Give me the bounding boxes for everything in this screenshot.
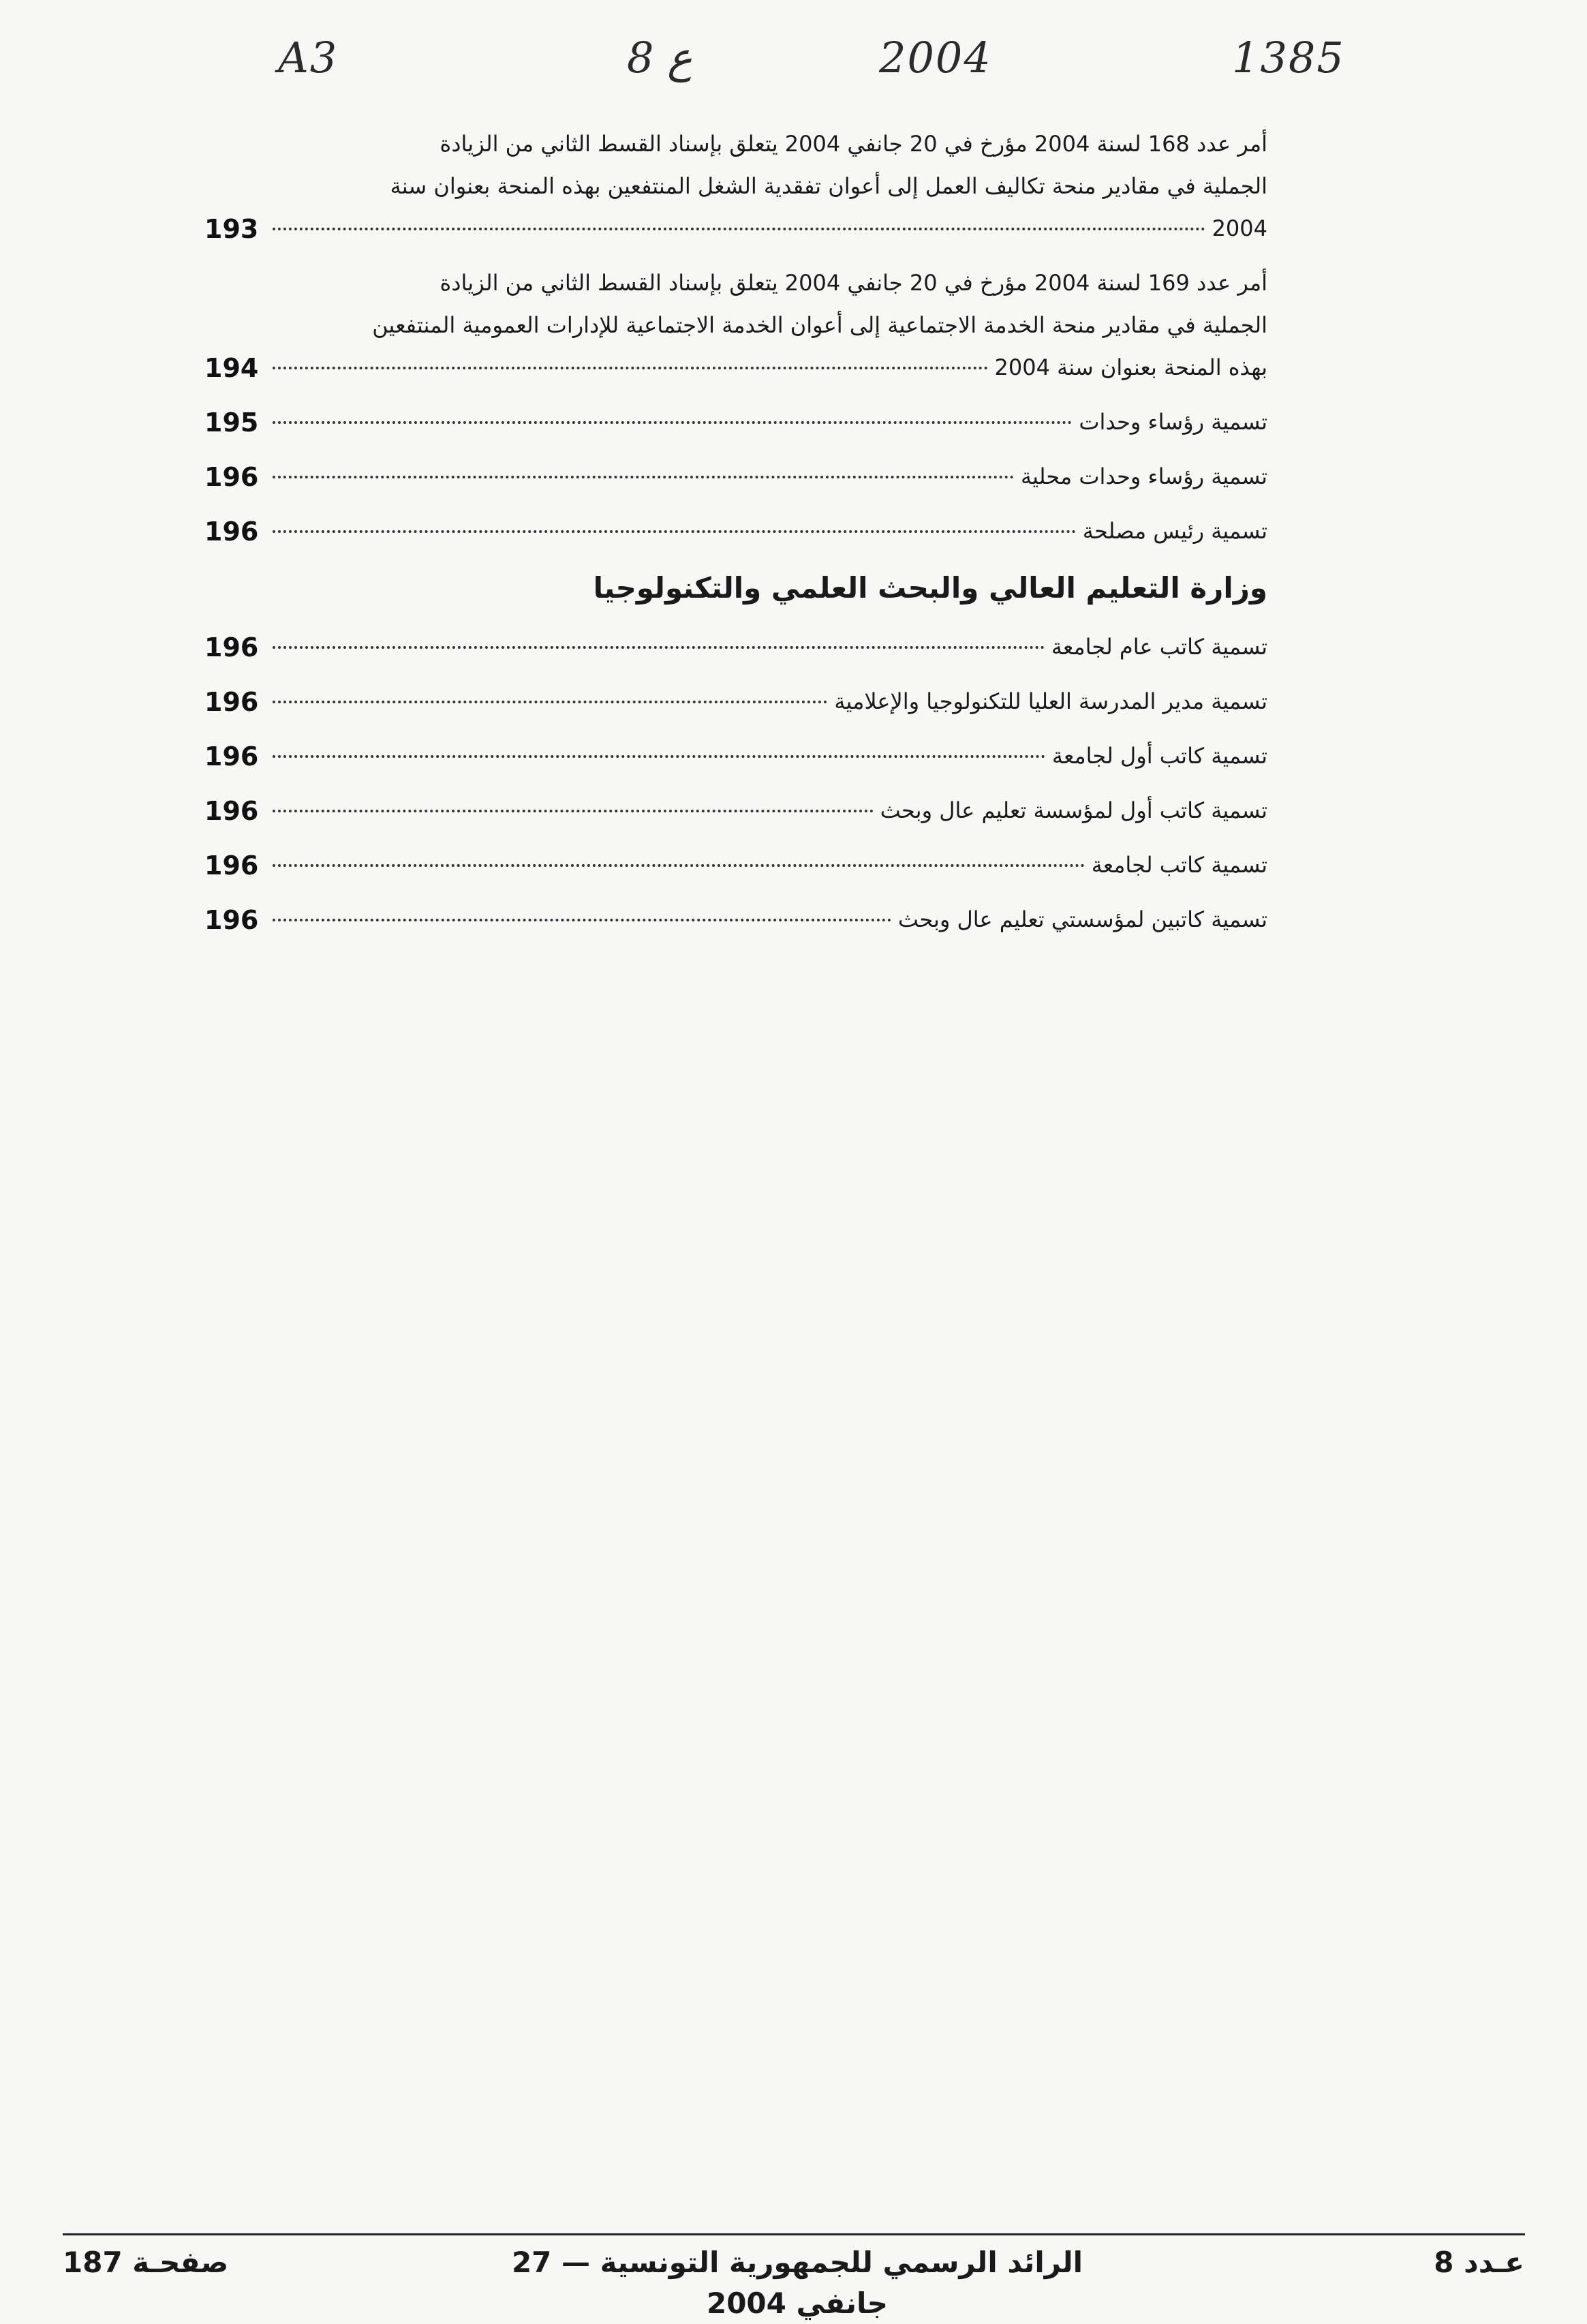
toc-entry-last-line (266, 346, 1267, 388)
toc-entry-text (266, 735, 1267, 777)
toc-entry (204, 680, 1267, 722)
toc-entry-text (266, 844, 1267, 886)
toc-entry-title: تسمية كاتب أول لجامعة (1051, 743, 1267, 769)
toc-entry-title: تسمية رؤساء وحدات محلية (1020, 463, 1267, 489)
page-number: 196 (204, 741, 259, 771)
handwritten-note: A3 (278, 33, 339, 82)
section-heading: وزارة التعليم العالي والبحث العلمي والتكنولوجيا (593, 571, 1267, 605)
dot-leader (273, 755, 1045, 758)
table-of-contents (204, 123, 1267, 953)
toc-entry-title: تسمية كاتب لجامعة (1091, 852, 1267, 878)
toc-entry-title: تسمية رئيس مصلحة (1082, 518, 1267, 544)
toc-entry (204, 455, 1267, 498)
toc-entry-text (266, 123, 1267, 249)
toc-entry-line: أمر عدد 169 لسنة 2004 مؤرخ في 20 جانفي 2004 يتعلق بإسناد القسط الثاني من الزيادة (440, 270, 1267, 296)
page-number: 196 (204, 517, 259, 547)
handwritten-note: 2004 (879, 33, 992, 82)
page-number: 196 (204, 905, 259, 935)
handwritten-note: 1385 (1232, 33, 1345, 82)
dot-leader (273, 476, 1014, 478)
dot-leader (273, 810, 874, 812)
toc-entry-text (266, 626, 1267, 668)
dot-leader (273, 228, 1205, 230)
handwritten-note: 8 ع (627, 33, 693, 82)
toc-entry-line: الجملية في مقادير منحة تكاليف العمل إلى أعوان تفقدية الشغل المنتفعين بهذه المنحة بعنوان سنة (390, 173, 1267, 199)
toc-entry (204, 735, 1267, 777)
dot-leader (273, 919, 891, 921)
page-number: 196 (204, 632, 259, 662)
page-number: 194 (204, 353, 259, 383)
toc-entry-last-line (266, 207, 1267, 249)
toc-entry-title: تسمية كاتبين لمؤسستي تعليم عال وبحث (897, 906, 1267, 932)
page-number: 196 (204, 796, 259, 826)
page-label: صفحـة 187 (63, 2246, 229, 2279)
page-number: 193 (204, 214, 259, 244)
toc-entry-text (266, 680, 1267, 722)
page-number: 196 (204, 851, 259, 881)
dot-leader (273, 530, 1076, 533)
toc-entry (204, 401, 1267, 443)
toc-entry (204, 123, 1267, 249)
toc-entry-line: الجملية في مقادير منحة الخدمة الاجتماعية إلى أعوان الخدمة الاجتماعية للإدارات العمومية المنتفعين (372, 312, 1267, 338)
toc-entry-title: تسمية كاتب أول لمؤسسة تعليم عال وبحث (880, 797, 1267, 823)
toc-entry-text (266, 789, 1267, 831)
toc-entry (204, 844, 1267, 886)
footer-divider (63, 2233, 1525, 2235)
toc-entry-line: بهذه المنحة بعنوان سنة 2004 (994, 354, 1267, 380)
toc-entry-title: تسمية مدير المدرسة العليا للتكنولوجيا والإعلامية (834, 688, 1267, 714)
toc-entry (204, 789, 1267, 831)
issue-number: عـدد 8 (1434, 2246, 1524, 2279)
toc-entry (204, 510, 1267, 552)
toc-entry-line: 2004 (1212, 215, 1267, 241)
dot-leader (273, 864, 1085, 867)
page-number: 195 (204, 408, 259, 438)
toc-entry-title: تسمية رؤساء وحدات (1079, 409, 1267, 435)
publication-title: الرائد الرسمي للجمهورية التونسية — 27 جانفي 2004 (511, 2246, 1083, 2320)
dot-leader (273, 701, 827, 703)
toc-entry-title: تسمية كاتب عام لجامعة (1051, 634, 1267, 660)
dot-leader (273, 367, 988, 369)
toc-entry (204, 626, 1267, 668)
toc-entry-line: أمر عدد 168 لسنة 2004 مؤرخ في 20 جانفي 2004 يتعلق بإسناد القسط الثاني من الزيادة (440, 131, 1267, 157)
toc-entry-text (266, 898, 1267, 941)
page-number: 196 (204, 687, 259, 717)
dot-leader (273, 646, 1045, 649)
toc-entry-text (266, 262, 1267, 388)
page-number: 196 (204, 462, 259, 492)
dot-leader (273, 421, 1072, 424)
toc-entry-text (266, 455, 1267, 498)
toc-entry (204, 898, 1267, 941)
toc-entry (204, 262, 1267, 388)
toc-entry-text (266, 401, 1267, 443)
toc-entry-text (266, 510, 1267, 552)
